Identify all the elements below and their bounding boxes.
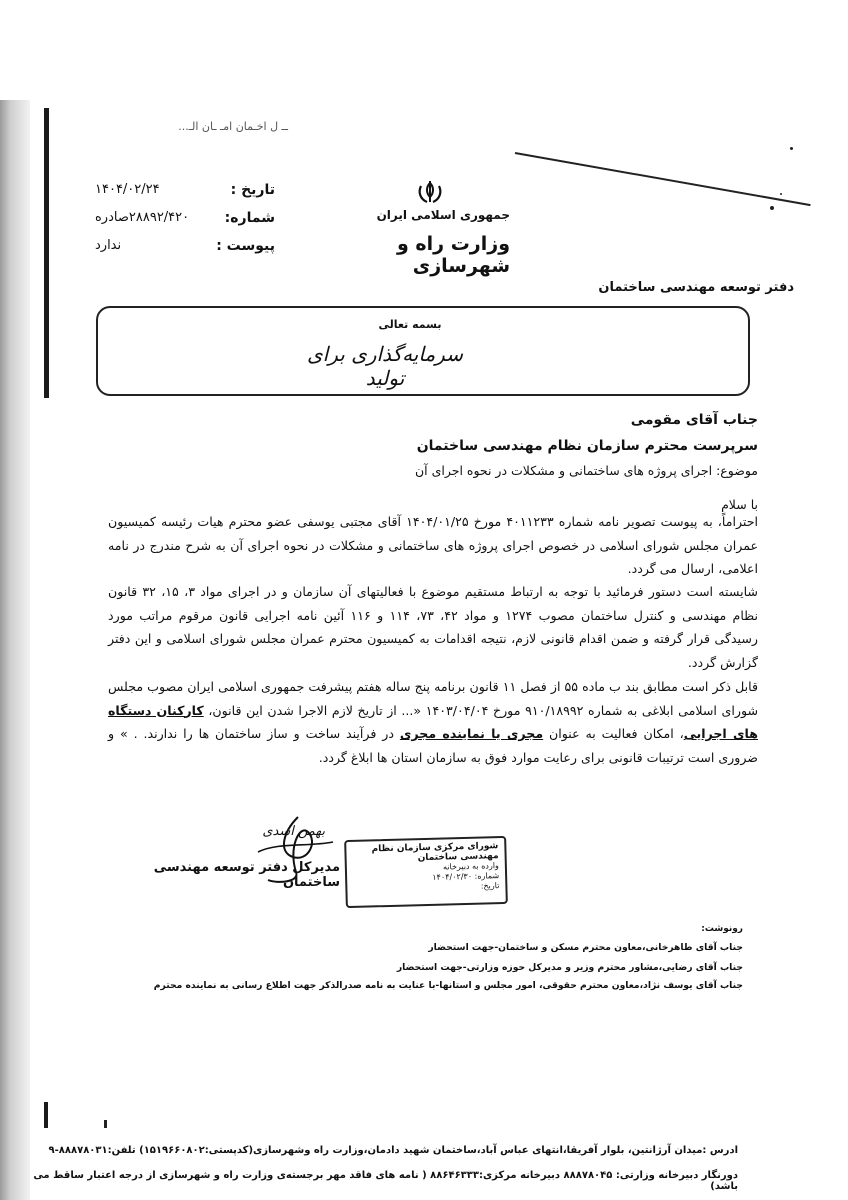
greeting: با سلام <box>721 497 758 512</box>
number-value: ۲۸۸۹۲/۴۲۰صادره <box>95 210 190 225</box>
stamp-line-2: وارده به دبیرخانه <box>442 861 499 872</box>
para3-underline-1: کارکنان دستگاه های اجرایی <box>108 702 759 741</box>
footer-fax: دورنگار دبیرخانه وزارتی: ۸۸۸۷۸۰۴۵ دبیرخانه مرکزی:۸۸۶۴۶۳۳۳ ( نامه های فاقد مهر برجسته‌ی وزارت راه و شهرسازی از درجه اعتبار ساقط می باشد) <box>33 1170 738 1192</box>
footer-address: ادرس :میدان آرژانتین، بلوار آفریقا،انتهای عباس آباد،ساختمان شهید دادمان،وزارت راه وشهرسازی(کدپستی:۱۵۱۹۶۶۰۸۰۲) تلفن:۸۸۸۷۸۰۳۱-۹ <box>48 1145 738 1156</box>
date-value: ۱۴۰۴/۰۲/۲۴ <box>95 182 160 197</box>
stamp-line-3: شماره: ۱۴۰۴/۰۲/۳۰ <box>432 871 500 882</box>
office-title: دفتر توسعه مهندسی ساختمان <box>598 280 794 295</box>
body-paragraph-1: احتراماً، به پیوست تصویر نامه شماره ۴۰۱۱۲۳۳ مورخ ۱۴۰۴/۰۱/۲۵ آقای مجتبی یوسفی عضو محترم هیات رئیسه کمیسیون عمران مجلس شورای اسلامی در خصوص اجرای پروژه های ساختمانی و مشکلات در نحوه اجرای آن به شرح مندرج در نامه اعلامی، ارسال می گردد. <box>108 514 758 576</box>
letter-subject: موضوع: اجرای پروژه های ساختمانی و مشکلات در نحوه اجرای آن <box>414 463 758 478</box>
stamp-line-4: تاریخ: <box>480 881 500 891</box>
emblem-icon <box>415 180 445 206</box>
scan-header-line <box>515 152 811 206</box>
addressee-name: جناب آقای مقومی <box>630 412 758 428</box>
attachment-row <box>95 238 275 260</box>
para3-underline-2: مجری یا نماینده مجری <box>399 726 544 741</box>
body-paragraph-3 <box>108 675 758 771</box>
body-paragraph-2: شایسته است دستور فرمائید با توجه به ارتباط مستقیم موضوع با فعالیتهای آن سازمان و در اجرای مواد ۳، ۱۵، ۳۲ قانون نظام مهندسی و کنترل ساختمان مصوب ۱۲۷۴ و مواد ۴۲، ۷۳، ۱۱۴ و ۱۱۶ آئین نامه اجرایی قانون مرقوم مراتب مورد رسیدگی قرار گرفته و ضمن اقدام قانونی لازم، نتیجه اقدامات به کمیسیون محترم عمران مجلس شورای اسلامی و این دفتر گزارش گردد. <box>108 584 759 670</box>
faded-header-text: ــ ل اخـمان امـ ـان الـ... <box>178 120 288 133</box>
addressee-title: سرپرست محترم سازمان نظام مهندسی ساختمان <box>416 438 758 454</box>
cc-line-1: جناب آقای طاهرخانی،معاون محترم مسکن و ساختمان-جهت استحضار <box>428 942 743 953</box>
attachment-label: پیوست : <box>216 238 275 254</box>
number-row <box>95 210 275 232</box>
date-row <box>95 182 275 204</box>
scan-speck <box>780 193 782 195</box>
scan-speck <box>770 206 774 210</box>
signatory-title: مدیرکل دفتر توسعه مهندسی ساختمان <box>153 860 340 890</box>
cc-line-3: جناب آقای یوسف نژاد،معاون محترم حقوقی، امور مجلس و استانها-با عنایت به نامه صدرالذکر جهت اطلاع رسانی به نماینده محترم <box>153 980 743 991</box>
stamp-line-1: شورای مرکزی سازمان نظام مهندسی ساختمان <box>371 841 499 864</box>
attachment-value: ندارد <box>95 238 122 253</box>
scan-margin-bar <box>44 108 49 398</box>
number-label: شماره: <box>224 210 275 226</box>
signatory-name: بهمن اسدی <box>262 824 325 839</box>
para3-text-c: در فرآیند ساخت و ساز ساختمان ها را ندارند. . » و ضروری است ترتیبات قانونی برای رعایت موارد فوق به سازمان استان ها ابلاغ گردد. <box>108 726 758 765</box>
scan-edge-shadow <box>0 100 30 1200</box>
scan-speck <box>790 147 793 150</box>
para3-text-a: قابل ذکر است مطابق بند ب ماده ۵۵ از فصل ۱۱ قانون برنامه پنج ساله هفتم پیشرفت جمهوری اسلامی ایران مصوب مجلس شورای اسلامی ابلاغی به شماره ۹۱۰/۱۸۹۹۲ مورخ ۱۴۰۳/۰۴/۰۴ «... از تاریخ لازم الاجرا شدن این قانون، <box>108 679 758 718</box>
cc-line-2: جناب آقای رضایی،مشاور محترم وزیر و مدیرکل حوزه وزارتی-جهت استحضار <box>396 962 743 973</box>
para3-text-b: ، امکان فعالیت به عنوان <box>543 726 684 741</box>
received-stamp <box>344 836 508 908</box>
scan-mark <box>104 1120 107 1128</box>
date-label: تاریخ : <box>230 182 275 198</box>
republic-title: جمهوری اسلامی ایران <box>376 208 510 222</box>
cc-heading: رونوشت: <box>701 924 743 934</box>
ministry-title: وزارت راه و شهرسازی <box>397 233 510 277</box>
basmala: بسمه تعالی <box>378 318 442 331</box>
scan-margin-mark <box>44 1102 48 1128</box>
year-slogan: سرمایه‌گذاری برای تولید <box>307 342 463 390</box>
